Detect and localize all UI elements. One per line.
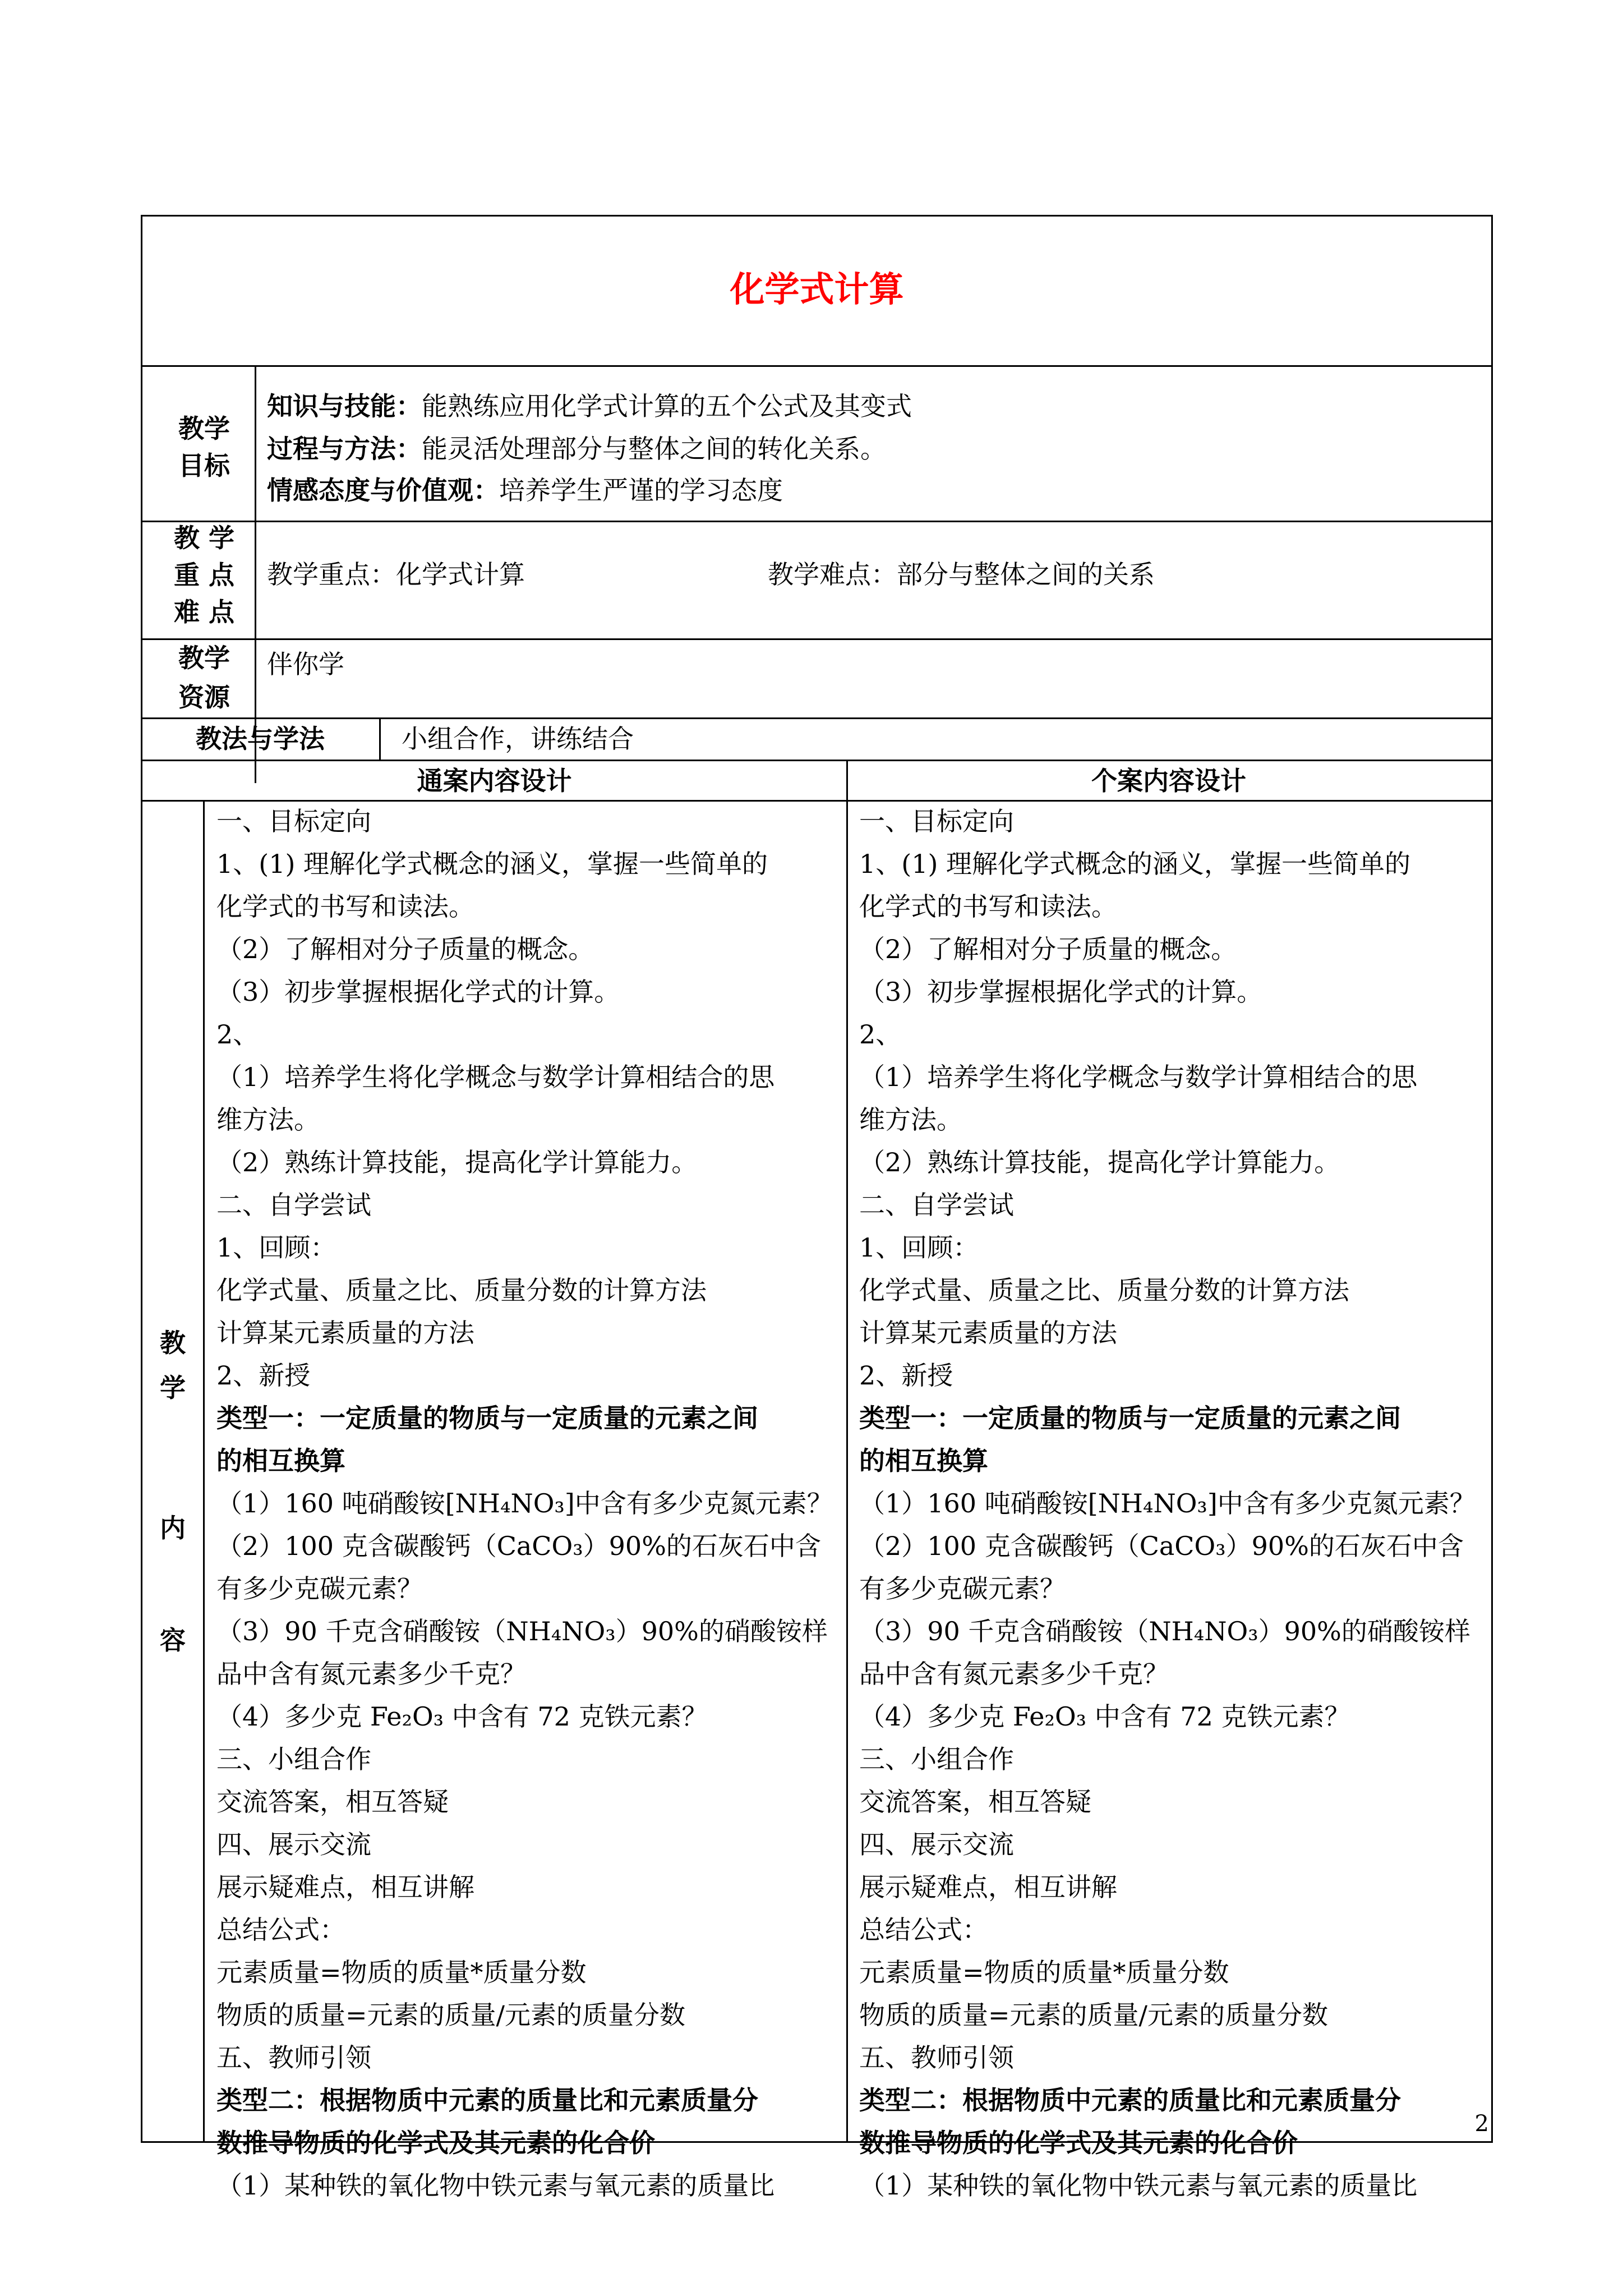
- individual-plan-line: 有多少克碳元素？: [859, 1573, 1066, 1604]
- individual-plan-line: （2）熟练计算技能，提高化学计算能力。: [859, 1147, 1340, 1177]
- methods-divider: [379, 717, 381, 760]
- objective-emotion-text: 培养学生严谨的学习态度: [499, 475, 783, 505]
- row-divider: [142, 365, 1491, 367]
- individual-plan-line: 2、新授: [859, 1360, 953, 1391]
- objective-emotion-label: 情感态度与价值观：: [267, 475, 499, 505]
- page-number: 2: [1474, 2111, 1489, 2137]
- objective-process: [267, 427, 886, 470]
- methods-text: 小组合作，讲练结合: [402, 724, 634, 754]
- general-plan-line: 2、新授: [216, 1360, 311, 1391]
- individual-plan-line: 计算某元素质量的方法: [859, 1318, 1117, 1348]
- focus-label-line-1: 教 学: [173, 523, 234, 553]
- general-plan-line: 化学式的书写和读法。: [216, 891, 474, 922]
- methods-label: 教法与学法: [196, 724, 325, 754]
- individual-plan-line: 一、目标定向: [859, 806, 1014, 836]
- general-plan-line: 化学式量、质量之比、质量分数的计算方法: [216, 1275, 707, 1305]
- individual-plan-line: （1）160 吨硝酸铵[NH₄NO₃]中含有多少克氮元素？: [859, 1488, 1476, 1519]
- row-divider: [142, 638, 1491, 640]
- content-label-char-3: 内: [160, 1513, 186, 1543]
- individual-plan-line: 类型二：根据物质中元素的质量比和元素质量分: [859, 2085, 1401, 2115]
- general-plan-line: （1）某种铁的氧化物中铁元素与氧元素的质量比: [216, 2170, 775, 2201]
- individual-plan-line: 五、教师引领: [859, 2042, 1014, 2073]
- individual-plan-line: （1）培养学生将化学概念与数学计算相结合的思: [859, 1062, 1418, 1092]
- focus-label-line-2: 重 点: [173, 560, 234, 590]
- general-plan-line: 一、目标定向: [216, 806, 371, 836]
- individual-plan-line: （4）多少克 Fe₂O₃ 中含有 72 克铁元素？: [859, 1701, 1350, 1732]
- general-plan-line: 物质的质量=元素的质量/元素的质量分数: [216, 2000, 686, 2030]
- objective-knowledge-label: 知识与技能：: [267, 391, 422, 421]
- general-plan-line: 总结公式：: [216, 1915, 345, 1945]
- individual-plan-line: （3）90 千克含硝酸铵（NH₄NO₃）90%的硝酸铵样: [859, 1616, 1470, 1646]
- individual-plan-line: 化学式的书写和读法。: [859, 891, 1117, 922]
- general-plan-line: （3）初步掌握根据化学式的计算。: [216, 977, 620, 1007]
- general-plan-line: 四、展示交流: [216, 1829, 371, 1860]
- general-plan-line: 计算某元素质量的方法: [216, 1318, 474, 1348]
- general-plan-line: （1）培养学生将化学概念与数学计算相结合的思: [216, 1062, 775, 1092]
- individual-plan-line: 交流答案，相互答疑: [859, 1787, 1091, 1817]
- individual-plan-line: （2）100 克含碳酸钙（CaCO₃）90%的石灰石中含: [859, 1531, 1464, 1561]
- general-plan-line: 有多少克碳元素？: [216, 1573, 423, 1604]
- general-plan-line: （3）90 千克含硝酸铵（NH₄NO₃）90%的硝酸铵样: [216, 1616, 828, 1646]
- individual-plan-line: 维方法。: [859, 1105, 962, 1135]
- content-label-divider: [203, 800, 205, 2143]
- individual-plan-line: 物质的质量=元素的质量/元素的质量分数: [859, 2000, 1329, 2030]
- general-plan-line: 展示疑难点，相互讲解: [216, 1872, 474, 1902]
- individual-plan-line: 四、展示交流: [859, 1829, 1014, 1860]
- content-label-char-1: 教: [160, 1328, 186, 1358]
- page-title: 化学式计算: [730, 269, 904, 310]
- objective-knowledge: [267, 385, 912, 427]
- center-column-divider: [846, 760, 848, 2143]
- general-plan-line: 五、教师引领: [216, 2042, 371, 2073]
- general-plan-line: 元素质量=物质的质量*质量分数: [216, 1957, 587, 1987]
- objective-process-label: 过程与方法：: [267, 434, 422, 464]
- general-plan-line: （2）100 克含碳酸钙（CaCO₃）90%的石灰石中含: [216, 1531, 821, 1561]
- individual-plan-line: 展示疑难点，相互讲解: [859, 1872, 1117, 1902]
- general-plan-line: 三、小组合作: [216, 1744, 371, 1774]
- individual-plan-line: 的相互换算: [859, 1446, 988, 1476]
- resources-text: 伴你学: [267, 649, 344, 679]
- individual-plan-line: 2、: [859, 1019, 902, 1050]
- individual-plan-line: 品中含有氮元素多少千克？: [859, 1659, 1169, 1689]
- difficulty-point: 教学难点：部分与整体之间的关系: [768, 559, 1155, 590]
- general-plan-line: 1、(1) 理解化学式概念的涵义，掌握一些简单的: [216, 849, 768, 879]
- general-plan-line: 品中含有氮元素多少千克？: [216, 1659, 526, 1689]
- general-plan-content: [216, 800, 842, 2207]
- individual-plan-line: 数推导物质的化学式及其元素的化合价: [859, 2128, 1298, 2158]
- individual-plan-line: （2）了解相对分子质量的概念。: [859, 934, 1237, 964]
- resources-label-line-2: 资源: [178, 682, 230, 712]
- objective-knowledge-text: 能熟练应用化学式计算的五个公式及其变式: [422, 391, 912, 421]
- objectives-label-line-1: 教学: [178, 413, 230, 444]
- individual-plan-line: 1、(1) 理解化学式概念的涵义，掌握一些简单的: [859, 849, 1411, 879]
- general-plan-line: （1）160 吨硝酸铵[NH₄NO₃]中含有多少克氮元素？: [216, 1488, 833, 1519]
- general-plan-line: 数推导物质的化学式及其元素的化合价: [216, 2128, 655, 2158]
- general-plan-line: 二、自学尝试: [216, 1190, 371, 1220]
- general-plan-line: （2）了解相对分子质量的概念。: [216, 934, 594, 964]
- general-plan-line: 维方法。: [216, 1105, 320, 1135]
- key-point: 教学重点：化学式计算: [267, 559, 525, 590]
- objective-emotion: [267, 469, 783, 512]
- individual-plan-content: [859, 800, 1487, 2207]
- general-plan-line: （2）熟练计算技能，提高化学计算能力。: [216, 1147, 698, 1177]
- individual-plan-line: 元素质量=物质的质量*质量分数: [859, 1957, 1229, 1987]
- individual-plan-line: （1）某种铁的氧化物中铁元素与氧元素的质量比: [859, 2170, 1418, 2201]
- general-plan-line: 交流答案，相互答疑: [216, 1787, 449, 1817]
- general-plan-line: 1、回顾：: [216, 1232, 336, 1263]
- individual-plan-line: 三、小组合作: [859, 1744, 1014, 1774]
- individual-plan-line: （3）初步掌握根据化学式的计算。: [859, 977, 1263, 1007]
- general-plan-line: 2、: [216, 1019, 259, 1050]
- lesson-plan-table: [141, 215, 1493, 2201]
- individual-plan-line: 二、自学尝试: [859, 1190, 1014, 1220]
- left-column-header: 通案内容设计: [417, 766, 572, 796]
- content-label-char-4: 容: [160, 1625, 186, 1655]
- general-plan-line: 类型一：一定质量的物质与一定质量的元素之间: [216, 1403, 758, 1433]
- right-column-header: 个案内容设计: [1091, 766, 1246, 796]
- individual-plan-line: 化学式量、质量之比、质量分数的计算方法: [859, 1275, 1349, 1305]
- content-label-char-2: 学: [160, 1373, 186, 1403]
- focus-label-line-3: 难 点: [173, 597, 234, 627]
- objective-process-text: 能灵活处理部分与整体之间的转化关系。: [422, 434, 886, 464]
- objectives-label-line-2: 目标: [178, 450, 230, 481]
- individual-plan-line: 类型一：一定质量的物质与一定质量的元素之间: [859, 1403, 1401, 1433]
- individual-plan-line: 1、回顾：: [859, 1232, 979, 1263]
- individual-plan-line: 总结公式：: [859, 1915, 988, 1945]
- general-plan-line: 的相互换算: [216, 1446, 345, 1476]
- general-plan-line: 类型二：根据物质中元素的质量比和元素质量分: [216, 2085, 758, 2115]
- resources-label-line-1: 教学: [178, 643, 230, 673]
- general-plan-line: （4）多少克 Fe₂O₃ 中含有 72 克铁元素？: [216, 1701, 708, 1732]
- row-divider: [142, 521, 1491, 522]
